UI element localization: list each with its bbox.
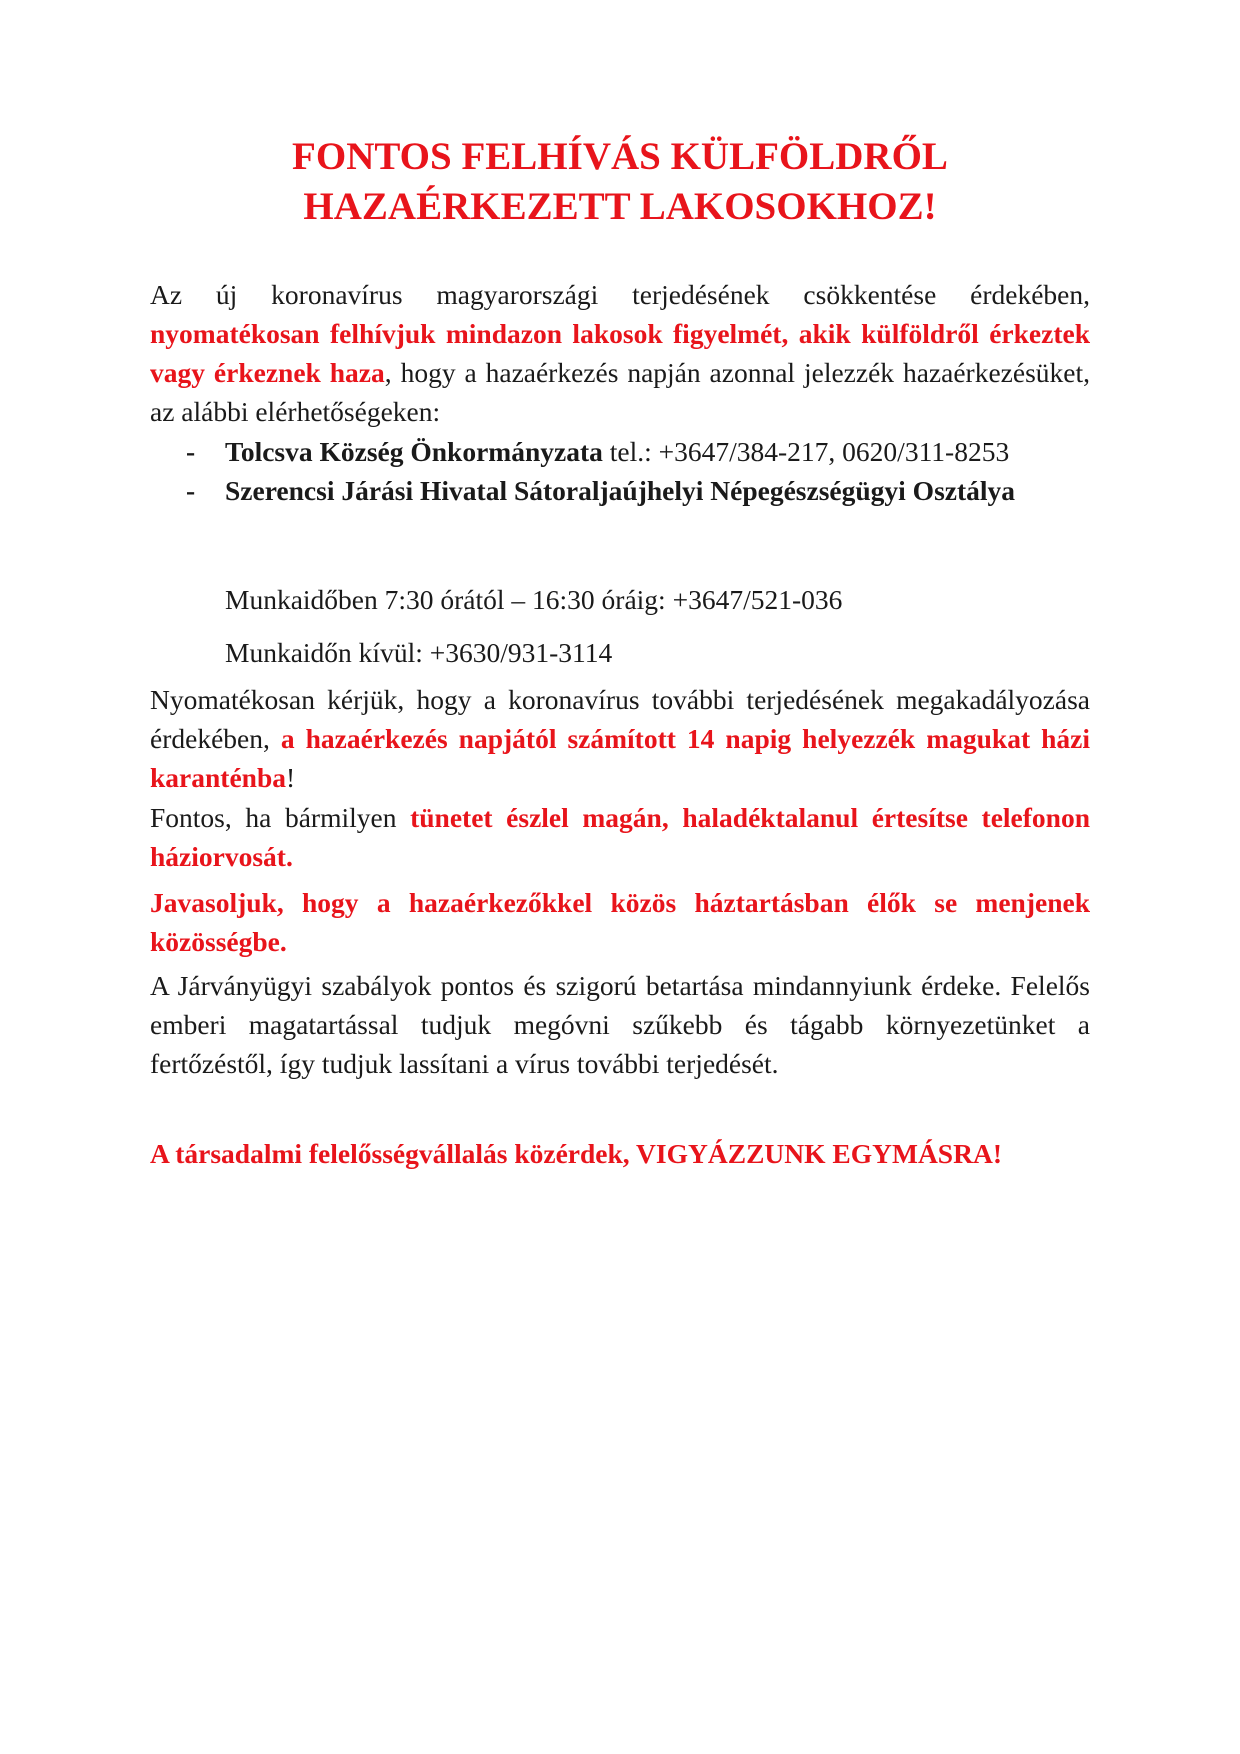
quarantine-paragraph <box>150 680 1090 797</box>
quarantine-highlight: a hazaérkezés napjától számított 14 napig helyezzék magukat házi karanténba <box>150 723 1091 793</box>
title-line-2: HAZAÉRKEZETT LAKOSOKHOZ! <box>303 185 937 228</box>
work-hours-phone: Munkaidőben 7:30 órától – 16:30 óráig: +3647/521-036 <box>225 584 843 615</box>
contact-item-health-office <box>150 471 1090 510</box>
contact-item-municipality <box>150 432 1090 471</box>
symptoms-paragraph <box>150 798 1090 876</box>
household-paragraph: Javasoljuk, hogy a hazaérkezőkkel közös háztartásban élők se menjenek közösségbe. <box>150 887 1090 957</box>
list-dash: - <box>186 436 196 467</box>
rules-paragraph: A Járványügyi szabályok pontos és szigorú betartása mindannyiunk érdeke. Felelős emberi magatartással tudjuk megóvni szűkebb és tágabb környezetünket a fertőzéstől, így tudjuk lassítani a vírus további terjedését. <box>150 970 1090 1079</box>
intro-text-3: , hogy a hazaérkezés napján azonnal jelezzék hazaérkezésüket, az alábbi elérhetőségeken: <box>150 357 1090 427</box>
contact-list <box>150 432 1090 510</box>
after-hours-phone: Munkaidőn kívül: +3630/931-3114 <box>225 637 613 668</box>
page-title <box>150 132 1090 232</box>
symptoms-highlight: tünetet észlel magán, haladéktalanul értesítse telefonon háziorvosát. <box>150 802 1090 872</box>
quarantine-text-1: Nyomatékosan kérjük, hogy a koronavírus további terjedésének megakadályozása érdekében, <box>150 684 1090 754</box>
intro-text-1: Az új koronavírus magyarországi terjedésének csökkentése érdekében, <box>150 279 1090 310</box>
municipality-phones: tel.: +3647/384-217, 0620/311-8253 <box>602 436 1010 467</box>
quarantine-text-3: ! <box>286 762 296 793</box>
health-office-name: Szerencsi Járási Hivatal Sátoraljaújhelyi Népegészségügyi Osztálya <box>225 475 1016 506</box>
title-line-1: FONTOS FELHÍVÁS KÜLFÖLDRŐL <box>292 135 948 178</box>
list-dash: - <box>186 475 196 506</box>
intro-paragraph <box>150 275 1090 431</box>
symptoms-text-1: Fontos, ha bármilyen <box>150 802 411 833</box>
closing-paragraph: A társadalmi felelősségvállalás közérdek, VIGYÁZZUNK EGYMÁSRA! <box>150 1138 1002 1169</box>
municipality-name: Tolcsva Község Önkormányzata <box>225 436 603 467</box>
intro-highlight: nyomatékosan felhívjuk mindazon lakosok figyelmét, akik külföldről érkeztek vagy érkeznek haza <box>150 318 1090 388</box>
